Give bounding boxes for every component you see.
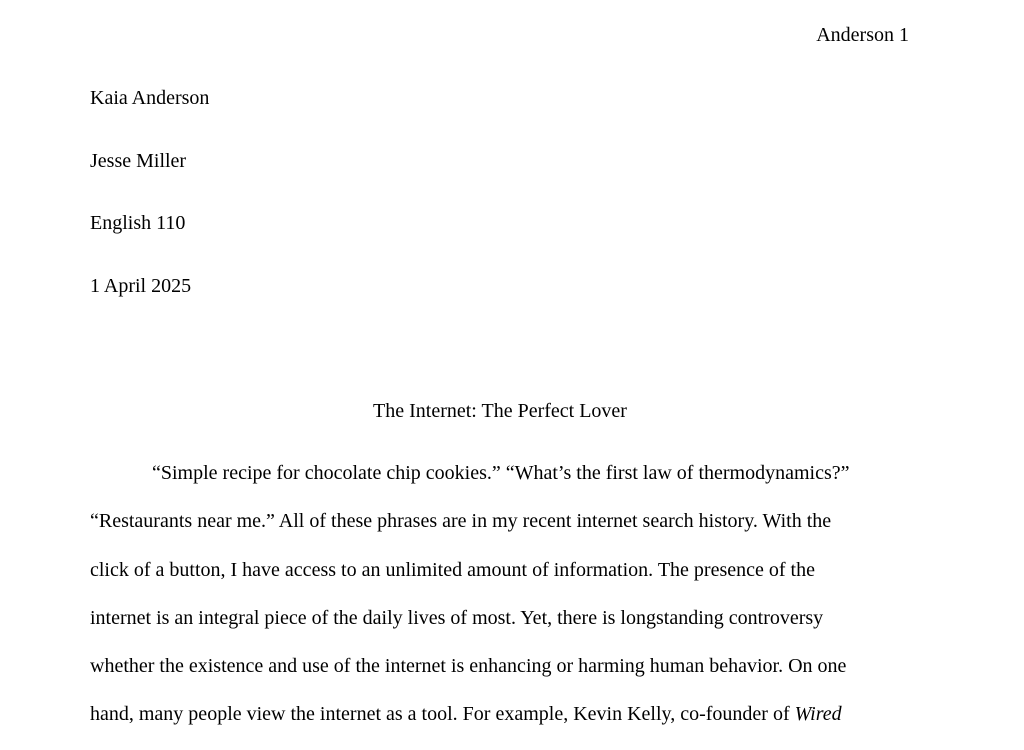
essay-title: The Internet: The Perfect Lover: [373, 400, 627, 422]
body-line: “Restaurants near me.” All of these phrases are in my recent internet search history. With the: [90, 510, 832, 533]
date-line: 1 April 2025: [90, 274, 192, 297]
body-line: internet is an integral piece of the daily lives of most. Yet, there is longstanding controversy: [90, 606, 824, 629]
body-line: click of a button, I have access to an unlimited amount of information. The presence of the: [90, 558, 815, 581]
course-name: English 110: [90, 212, 186, 234]
body-line-last: [90, 701, 910, 727]
instructor-name: Jesse Miller: [90, 149, 187, 172]
publication-name: Wired: [794, 703, 842, 726]
body-line: whether the existence and use of the internet is enhancing or harming human behavior. On one: [90, 655, 847, 678]
body-line-text: hand, many people view the internet as a tool. For example, Kevin Kelly, co-founder of: [90, 703, 795, 726]
body-line: “Simple recipe for chocolate chip cookies.” “What’s the first law of thermodynamics?”: [152, 462, 850, 484]
essay-body: [90, 460, 910, 750]
mla-heading: [90, 85, 910, 335]
running-head: Anderson 1: [816, 24, 909, 46]
student-name: Kaia Anderson: [90, 87, 210, 109]
